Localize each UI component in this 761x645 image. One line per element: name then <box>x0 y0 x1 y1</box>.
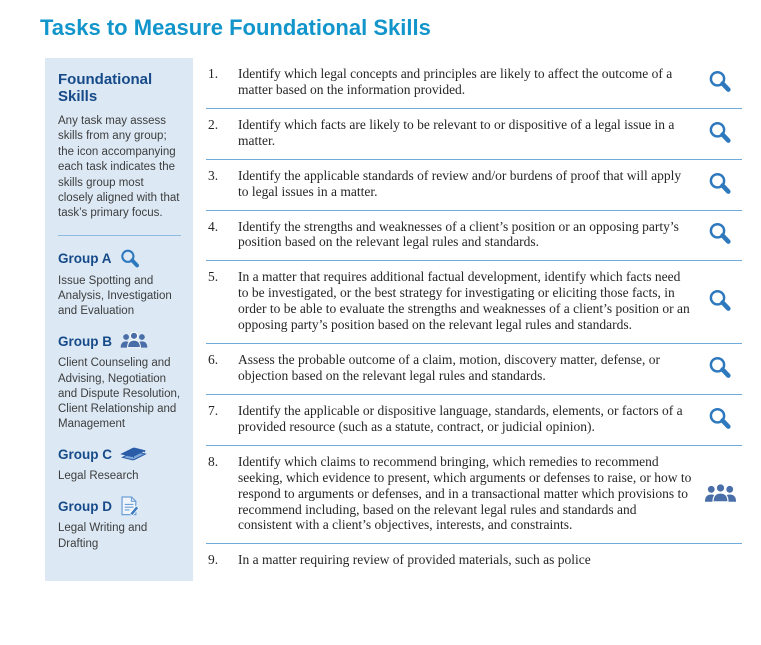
task-row <box>206 159 742 210</box>
group-label: Group C <box>58 446 112 462</box>
task-row <box>206 58 742 108</box>
task-row <box>206 394 742 445</box>
books-icon <box>119 443 148 465</box>
magnifier-icon <box>119 248 141 270</box>
task-text: Identify which legal concepts and principles are likely to affect the outcome of a matter based on the information provided. <box>238 66 673 97</box>
task-text: Identify the applicable standards of review and/or burdens of proof that will apply to legal issues in a matter. <box>238 167 682 199</box>
magnifier-icon <box>698 69 742 95</box>
task-text: In a matter requiring review of provided materials, such as police <box>238 552 591 568</box>
task-text: Assess the probable outcome of a claim, motion, discovery matter, defense, or objection based on the relevant legal rules and standards. <box>238 352 660 383</box>
group-label-row <box>58 330 181 352</box>
task-number: 2. <box>208 116 219 132</box>
writing-icon <box>119 495 140 517</box>
group-description: Legal Research <box>58 470 139 483</box>
skills-group <box>58 330 181 432</box>
skills-group-list <box>58 248 181 552</box>
task-number: 7. <box>208 402 219 418</box>
magnifier-icon <box>698 406 742 432</box>
task-text: Identify the strengths and weaknesses of a client’s position or an opposing party’s position based on the relevant legal rules and standards. <box>238 218 679 250</box>
task-row <box>206 108 742 159</box>
task-list <box>206 58 742 578</box>
task-number: 1. <box>208 66 219 81</box>
task-number: 8. <box>208 453 219 469</box>
people-icon <box>119 330 149 352</box>
task-row <box>206 445 742 544</box>
group-label-row <box>58 443 181 465</box>
group-description: Legal Writing and Drafting <box>58 522 148 550</box>
sidebar-heading: Foundational Skills <box>58 71 153 105</box>
task-number: 5. <box>208 269 219 285</box>
group-description: Client Counseling and Advising, Negotiation and Dispute Resolution, Client Relationship and Management <box>58 357 181 431</box>
task-row <box>206 260 742 343</box>
skills-group <box>58 248 181 320</box>
group-label: Group D <box>58 498 112 514</box>
magnifier-icon <box>698 355 742 381</box>
task-number: 3. <box>208 167 219 183</box>
sidebar-divider <box>58 235 181 236</box>
task-number: 6. <box>208 352 219 368</box>
group-label: Group B <box>58 333 112 349</box>
people-icon <box>698 481 742 507</box>
magnifier-icon <box>698 288 742 314</box>
task-text: In a matter that requires additional factual development, identify which facts need to be investigated, or the best strategy for investigating or eliciting those facts, in order to be able to evaluate the strengths and weaknesses of a client’s position or an opposing party’s position based on the relevant legal rules and standards. <box>238 269 690 333</box>
skills-group <box>58 443 181 484</box>
group-description: Issue Spotting and Analysis, Investigation and Evaluation <box>58 274 172 318</box>
task-number: 4. <box>208 218 219 234</box>
group-label: Group A <box>58 251 112 267</box>
magnifier-icon <box>698 221 742 247</box>
sidebar-intro-text: Any task may assess skills from any group; the icon accompanying each task indicates the skills group most closely aligned with that task’s primary focus. <box>58 115 180 220</box>
page-title: Tasks to Measure Foundational Skills <box>40 15 431 40</box>
foundational-skills-sidebar <box>45 58 193 581</box>
content-layout <box>45 58 742 581</box>
task-row <box>206 210 742 261</box>
task-text: Identify which claims to recommend bringing, which remedies to recommend seeking, which evidence to present, which arguments or defenses to raise, or how to respond to arguments or defenses, and in a transactional matter which provisions to recommend including, based on the relevant legal rules and standards and consistent with a client’s objectives, interests, and constraints. <box>238 453 692 533</box>
task-text: Identify the applicable or dispositive language, standards, elements, or factors of a provided resource (such as a statute, contract, or judicial opinion). <box>238 402 683 434</box>
skills-group <box>58 495 181 551</box>
task-text: Identify which facts are likely to be relevant to or dispositive of a legal issue in a matter. <box>238 116 675 148</box>
group-label-row <box>58 248 181 270</box>
task-row <box>206 543 742 578</box>
task-row <box>206 343 742 394</box>
magnifier-icon <box>698 120 742 146</box>
magnifier-icon <box>698 171 742 197</box>
group-label-row <box>58 495 181 517</box>
task-number: 9. <box>208 552 219 568</box>
